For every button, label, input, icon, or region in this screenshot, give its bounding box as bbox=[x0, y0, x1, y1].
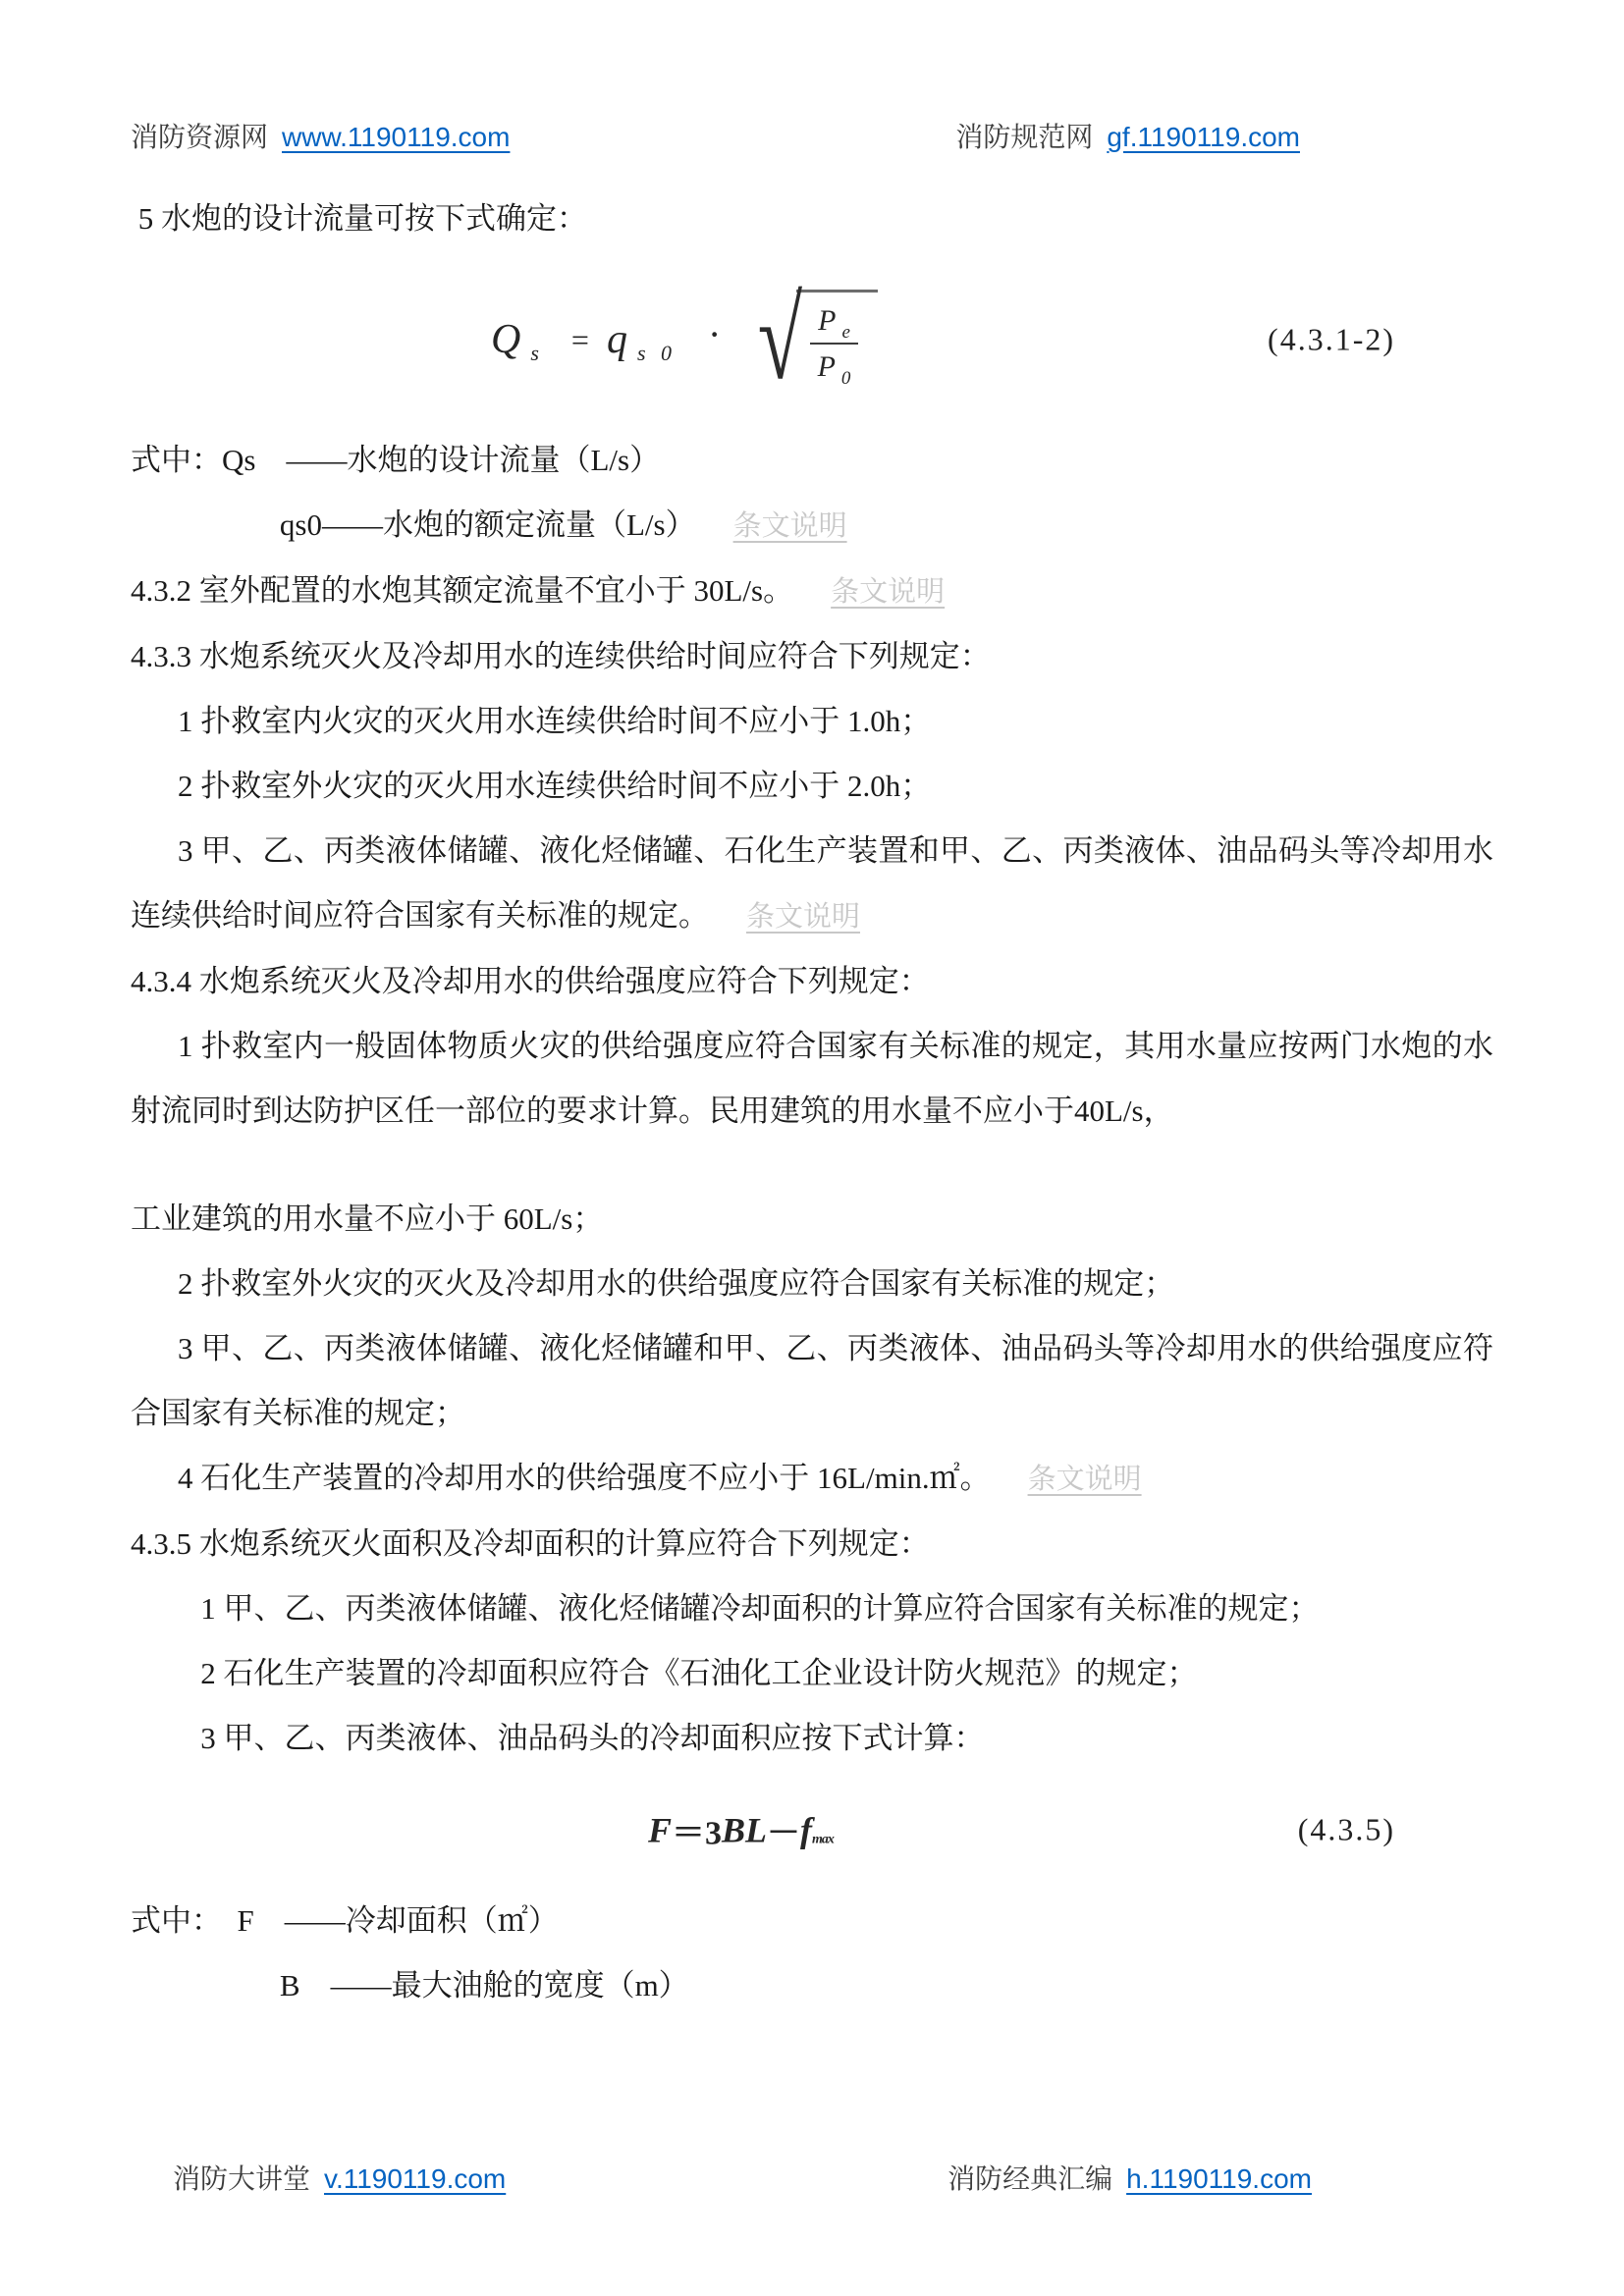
fraction bbox=[810, 303, 858, 389]
legend-F: 式中： F ——冷却面积（㎡） bbox=[131, 1903, 559, 1938]
clause-4-3-5: 4.3.5 水炮系统灭火面积及冷却面积的计算应符合下列规定： bbox=[131, 1526, 930, 1561]
clause-4-3-4: 4.3.4 水炮系统灭火及冷却用水的供给强度应符合下列规定： bbox=[131, 964, 930, 998]
clause-4-3-4-item-4: 4 石化生产装置的冷却用水的供给强度不应小于 16L/min.㎡。 条文说明 bbox=[178, 1461, 1142, 1495]
footer-right bbox=[947, 2158, 1312, 2197]
header-right bbox=[955, 116, 1300, 155]
clause-4-3-4-item-2: 2 扑救室外火灾的灭火及冷却用水的供给强度应符合国家有关标准的规定； bbox=[178, 1266, 1175, 1301]
var-F: F bbox=[648, 1810, 673, 1849]
var-f: f bbox=[800, 1810, 813, 1849]
clause-4-3-3-item-1: 1 扑救室内火灾的灭火用水连续供给时间不应小于 1.0h； bbox=[178, 704, 932, 738]
page-footer bbox=[173, 2158, 1312, 2197]
footer-right-site-link[interactable]: h.1190119.com bbox=[1126, 2163, 1312, 2194]
footer-right-site-name: 消防经典汇编 bbox=[947, 2163, 1113, 2194]
fraction-numerator: P e bbox=[810, 304, 858, 345]
clause-4-3-4-item-1-continued: 工业建筑的用水量不应小于 60L/s； bbox=[131, 1201, 604, 1236]
radicand bbox=[796, 290, 878, 389]
equals-3: ＝3 bbox=[672, 1815, 723, 1852]
document-body bbox=[0, 187, 1624, 2018]
multiplication-dot: · bbox=[708, 311, 722, 356]
equals-sign: = bbox=[570, 321, 589, 357]
var-BL: BL bbox=[722, 1810, 768, 1849]
footer-left bbox=[173, 2158, 506, 2197]
header-right-site-name: 消防规范网 bbox=[955, 122, 1094, 152]
clause-4-3-5-item-1: 1 甲、乙、丙类液体储罐、液化烃储罐冷却面积的计算应符合国家有关标准的规定； bbox=[200, 1591, 1320, 1626]
clause-4-3-5-item-2: 2 石化生产装置的冷却面积应符合《石油化工企业设计防火规范》的规定； bbox=[200, 1656, 1198, 1690]
radical-sign: √ bbox=[758, 274, 803, 403]
header-left-site-link[interactable]: www.1190119.com bbox=[282, 122, 511, 152]
header-left bbox=[131, 116, 510, 155]
page-header bbox=[131, 116, 1300, 155]
equation-4-3-1-2-expression bbox=[491, 274, 878, 403]
clause-4-3-3: 4.3.3 水炮系统灭火及冷却用水的连续供给时间应符合下列规定： bbox=[131, 639, 991, 673]
var-q0: q bbox=[606, 317, 627, 362]
var-q0-subscript: s 0 bbox=[636, 341, 677, 365]
legend-Qs: 式中：Qs ——水炮的设计流量（L/s） bbox=[131, 443, 661, 477]
square-root bbox=[748, 274, 878, 403]
clause-5-intro: 5 水炮的设计流量可按下式确定： bbox=[137, 201, 587, 236]
footer-left-site-name: 消防大讲堂 bbox=[173, 2163, 311, 2194]
note-link[interactable]: 条文说明 bbox=[732, 510, 847, 542]
clause-4-3-3-item-3: 3 甲、乙、丙类液体储罐、液化烃储罐、石化生产装置和甲、乙、丙类液体、油品码头等冷却用水连续供给时间应符合国家有关标准的规定。 条文说明 bbox=[131, 833, 1493, 933]
equation-4-3-5 bbox=[131, 1771, 1493, 1889]
note-link[interactable]: 条文说明 bbox=[831, 576, 946, 608]
var-Q: Q bbox=[491, 317, 521, 362]
var-f-subscript: max bbox=[812, 1832, 834, 1846]
note-link[interactable]: 条文说明 bbox=[1027, 1464, 1142, 1495]
clause-4-3-4-item-1: 1 扑救室内一般固体物质火灾的供给强度应符合国家有关标准的规定，其用水量应按两门水炮的水射流同时到达防护区任一部位的要求计算。民用建筑的用水量不应小于40L/s， bbox=[131, 1029, 1493, 1128]
legend-qs0: qs0——水炮的额定流量（L/s） 条文说明 bbox=[279, 507, 847, 542]
header-left-site-name: 消防资源网 bbox=[131, 122, 269, 152]
note-link[interactable]: 条文说明 bbox=[746, 901, 861, 933]
equation-4-3-5-expression bbox=[648, 1806, 834, 1854]
footer-left-site-link[interactable]: v.1190119.com bbox=[324, 2163, 507, 2194]
clause-4-3-3-item-2: 2 扑救室外火灾的灭火用水连续供给时间不应小于 2.0h； bbox=[178, 769, 932, 803]
fraction-denominator: P 0 bbox=[817, 349, 851, 389]
equation-number: (4.3.5) bbox=[1297, 1811, 1395, 1847]
equation-number: (4.3.1-2) bbox=[1268, 321, 1395, 357]
clause-4-3-2: 4.3.2 室外配置的水炮其额定流量不宜小于 30L/s。 条文说明 bbox=[131, 573, 946, 608]
clause-4-3-4-item-3: 3 甲、乙、丙类液体储罐、液化烃储罐和甲、乙、丙类液体、油品码头等冷却用水的供给强度应符合国家有关标准的规定； bbox=[131, 1331, 1493, 1430]
var-Q-subscript: s bbox=[530, 341, 544, 365]
equation-4-3-1-2 bbox=[131, 251, 1493, 428]
header-right-site-link[interactable]: gf.1190119.com bbox=[1107, 122, 1300, 152]
legend-B: B ——最大油舱的宽度（m） bbox=[279, 1968, 689, 2002]
minus-sign: － bbox=[767, 1815, 801, 1852]
clause-4-3-5-item-3: 3 甲、乙、丙类液体、油品码头的冷却面积应按下式计算： bbox=[200, 1721, 985, 1755]
